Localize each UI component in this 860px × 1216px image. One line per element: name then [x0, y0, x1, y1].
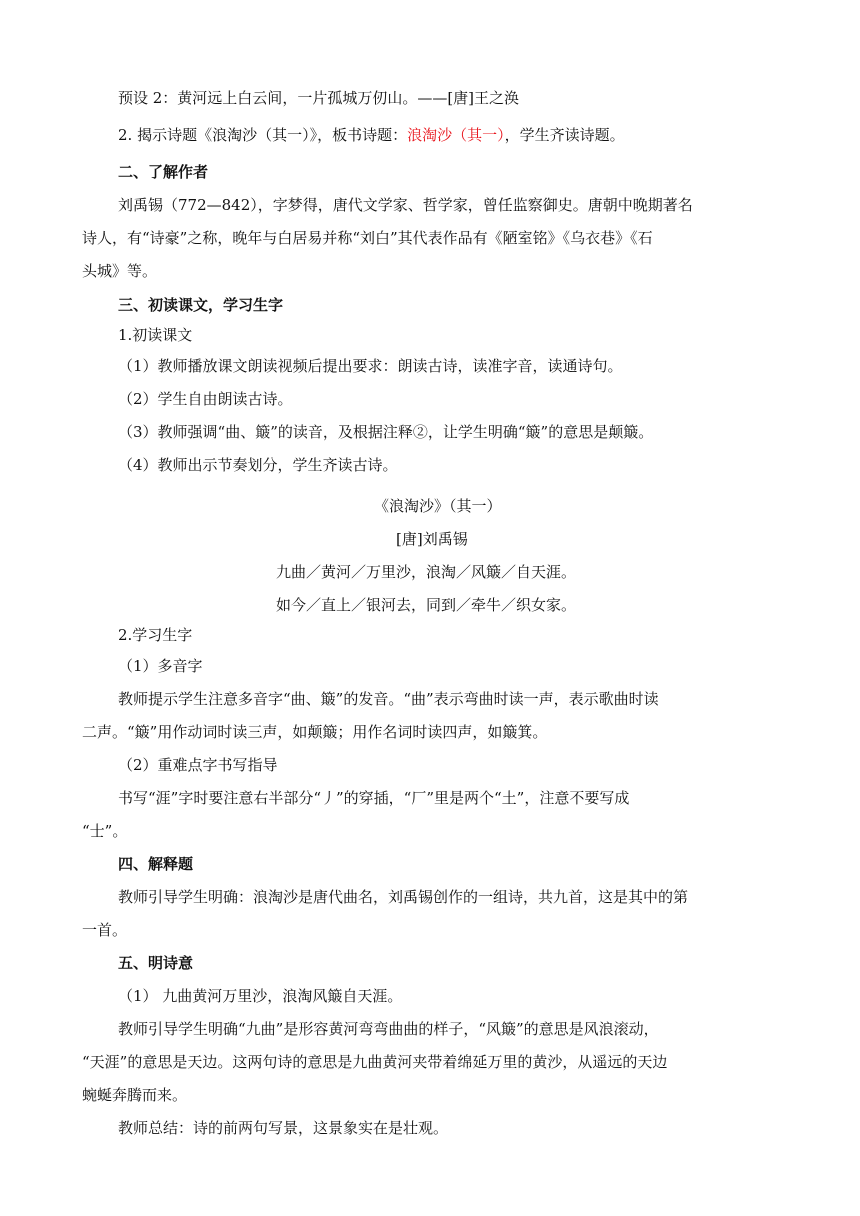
author-paragraph-line-1: 刘禹锡（772—842），字梦得，唐代文学家、哲学家，曾任监察御史。唐朝中晚期著名: [118, 196, 693, 214]
heading-first-reading: 三、初读课文，学习生字: [118, 296, 284, 314]
title-paragraph-line-1: 教师引导学生明确：浪淘沙是唐代曲名，刘禹锡创作的一组诗，共九首，这是其中的第: [118, 888, 689, 906]
meaning-step-1: （1） 九曲黄河万里沙，浪淘风簸自天涯。: [118, 987, 403, 1005]
title-paragraph-line-2: 一首。: [82, 921, 128, 939]
poem-title: 《浪淘沙》（其一）: [374, 497, 502, 515]
board-title-red: 浪淘沙（其一）: [407, 126, 505, 144]
step-2-prefix: 2. 揭示诗题《浪淘沙（其一）》，板书诗题：: [118, 126, 408, 144]
step-1-4: （4）教师出示节奏划分，学生齐读古诗。: [118, 456, 398, 474]
subheading-learn-characters: 2.学习生字: [118, 626, 193, 644]
step-2-suffix: ，学生齐读诗题。: [504, 126, 625, 144]
step-2-2: （2）重难点字书写指导: [118, 756, 278, 774]
step-1-3: （3）教师强调“曲、簸”的读音，及根据注释②，让学生明确“簸”的意思是颠簸。: [118, 423, 654, 441]
preset-2-line: 预设 2：黄河远上白云间，一片孤城万仞山。——[唐]王之涣: [118, 89, 520, 107]
step-1-1: （1）教师播放课文朗读视频后提出要求：朗读古诗，读准字音，读通诗句。: [118, 357, 623, 375]
meaning-paragraph-line-3: 蜿蜒奔腾而来。: [82, 1086, 188, 1104]
poem-line-1: 九曲／黄河／万里沙，浪淘／风簸／自天涯。: [276, 563, 577, 581]
heading-poem-meaning: 五、明诗意: [118, 954, 194, 972]
step-2-line: [118, 125, 625, 145]
heading-know-author: 二、了解作者: [118, 163, 209, 181]
polyphone-paragraph-line-2: 二声。“簸”用作动词时读三声，如颠簸；用作名词时读四声，如簸箕。: [82, 723, 548, 741]
writing-paragraph-line-1: 书写“涯”字时要注意右半部分“丿”的穿插，“厂”里是两个“土”，注意不要写成: [118, 789, 630, 807]
step-2-1: （1）多音字: [118, 657, 203, 675]
subheading-first-reading: 1.初读课文: [118, 326, 193, 344]
meaning-paragraph-line-1: 教师引导学生明确“九曲”是形容黄河弯弯曲曲的样子，“风簸”的意思是风浪滚动，: [118, 1020, 659, 1038]
teacher-summary: 教师总结：诗的前两句写景，这景象实在是壮观。: [118, 1119, 449, 1137]
step-1-2: （2）学生自由朗读古诗。: [118, 390, 293, 408]
author-paragraph-line-3: 头城》等。: [82, 262, 158, 280]
heading-explain-title: 四、解释题: [118, 855, 194, 873]
writing-paragraph-line-2: “士”。: [82, 822, 128, 840]
meaning-paragraph-line-2: “天涯”的意思是天边。这两句诗的意思是九曲黄河夹带着绵延万里的黄沙，从遥远的天边: [82, 1053, 668, 1071]
poem-line-2: 如今／直上／银河去，同到／牵牛／织女家。: [276, 596, 577, 614]
polyphone-paragraph-line-1: 教师提示学生注意多音字“曲、簸”的发音。“曲”表示弯曲时读一声，表示歌曲时读: [118, 690, 659, 708]
poem-author: [唐]刘禹锡: [396, 530, 468, 548]
author-paragraph-line-2: 诗人，有“诗豪”之称，晚年与白居易并称“刘白”其代表作品有《陋室铭》《乌衣巷》《石: [82, 229, 653, 247]
